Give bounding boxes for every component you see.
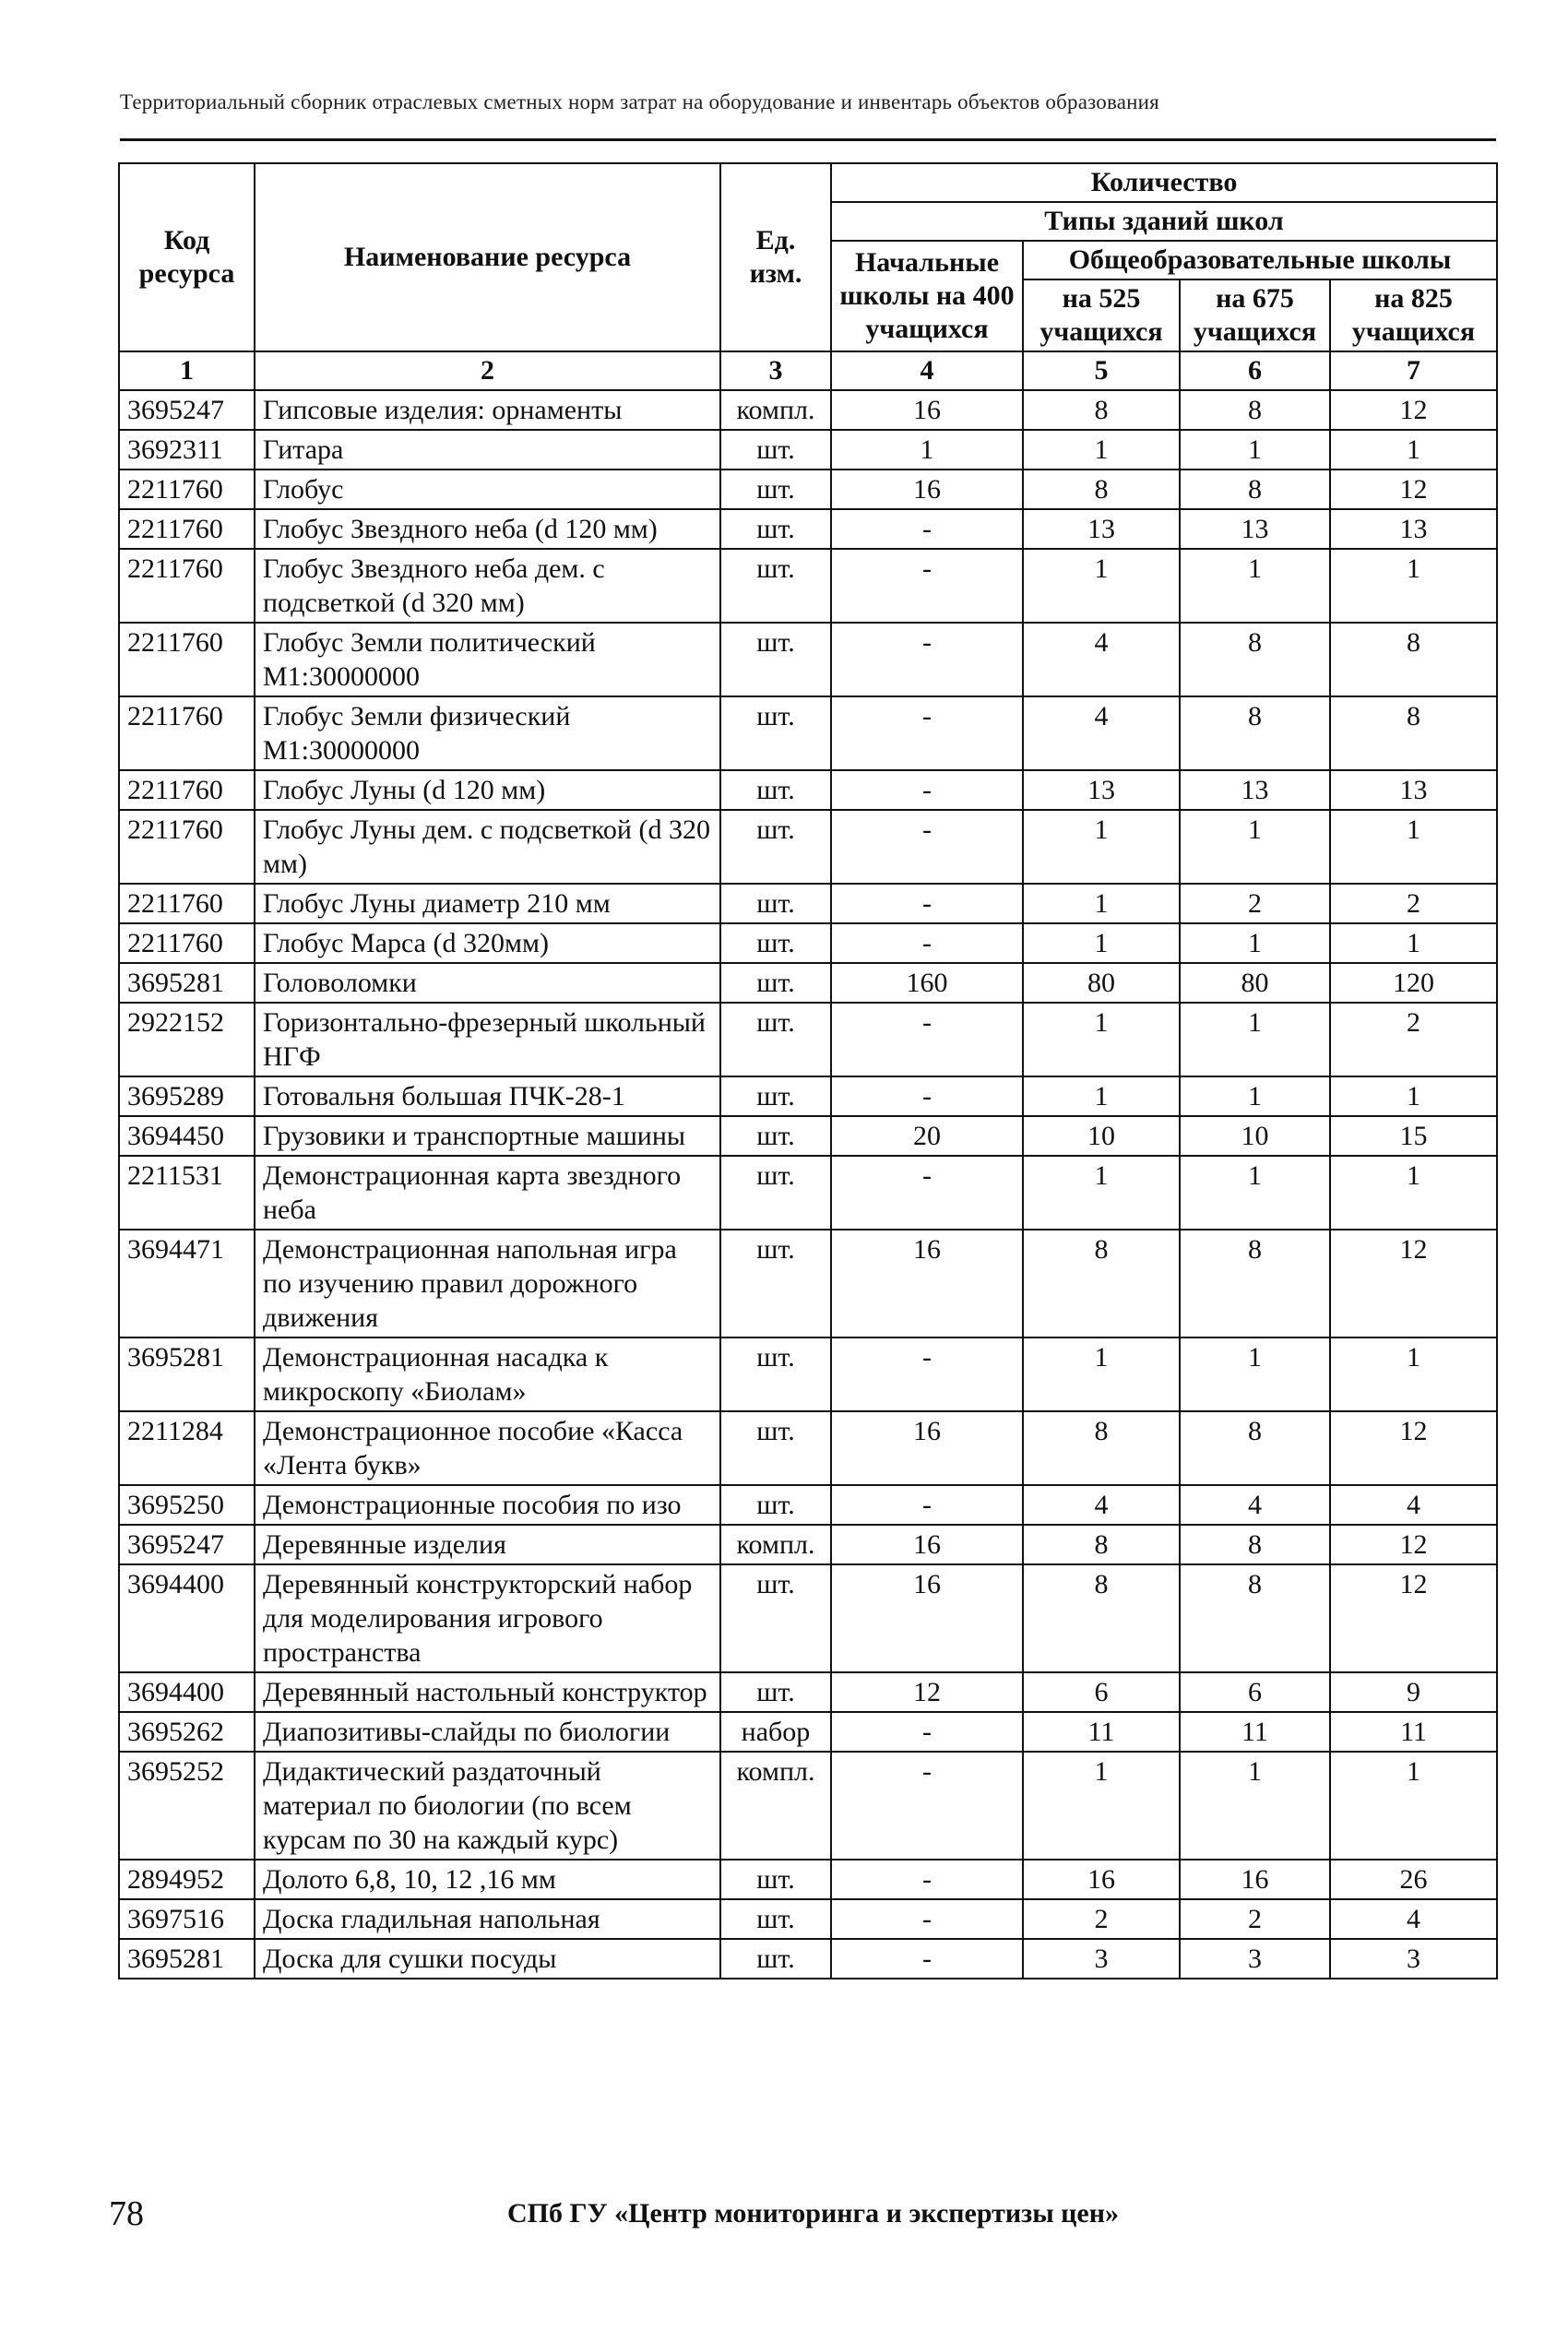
table-row xyxy=(119,1003,1497,1076)
qty-825: 1 xyxy=(1330,923,1497,963)
unit: шт. xyxy=(720,963,831,1003)
header-525: на 525 учащихся xyxy=(1023,279,1180,351)
resource-name: Долото 6,8, 10, 12 ,16 мм xyxy=(255,1860,720,1899)
qty-525: 4 xyxy=(1023,623,1180,696)
qty-primary-400: 16 xyxy=(831,1525,1023,1564)
qty-primary-400: - xyxy=(831,549,1023,623)
qty-primary-400: - xyxy=(831,1003,1023,1076)
resource-code: 3695262 xyxy=(119,1712,255,1752)
resource-name: Глобус Звездного неба дем. с подсветкой (d 320 мм) xyxy=(255,549,720,623)
table-row xyxy=(119,1230,1497,1337)
qty-525: 1 xyxy=(1023,1003,1180,1076)
column-number: 7 xyxy=(1330,351,1497,390)
resource-name: Головоломки xyxy=(255,963,720,1003)
qty-primary-400: - xyxy=(831,810,1023,884)
qty-primary-400: - xyxy=(831,1752,1023,1860)
qty-675: 2 xyxy=(1180,884,1330,923)
table-row xyxy=(119,1564,1497,1672)
qty-675: 8 xyxy=(1180,1411,1330,1485)
qty-675: 1 xyxy=(1180,1156,1330,1230)
qty-675: 1 xyxy=(1180,1003,1330,1076)
table-row xyxy=(119,1672,1497,1712)
unit: шт. xyxy=(720,430,831,470)
qty-675: 8 xyxy=(1180,1525,1330,1564)
qty-675: 8 xyxy=(1180,390,1330,430)
qty-825: 1 xyxy=(1330,1337,1497,1411)
column-number: 3 xyxy=(720,351,831,390)
resource-code: 2211531 xyxy=(119,1156,255,1230)
unit: набор xyxy=(720,1712,831,1752)
resource-code: 3695281 xyxy=(119,1939,255,1979)
qty-825: 1 xyxy=(1330,549,1497,623)
qty-primary-400: 1 xyxy=(831,430,1023,470)
qty-525: 8 xyxy=(1023,1564,1180,1672)
qty-525: 8 xyxy=(1023,470,1180,509)
resource-code: 3697516 xyxy=(119,1899,255,1939)
page-number: 78 xyxy=(109,2194,144,2233)
unit: шт. xyxy=(720,884,831,923)
unit: шт. xyxy=(720,1230,831,1337)
table-row xyxy=(119,923,1497,963)
qty-525: 1 xyxy=(1023,923,1180,963)
qty-825: 120 xyxy=(1330,963,1497,1003)
qty-825: 12 xyxy=(1330,1564,1497,1672)
unit: шт. xyxy=(720,549,831,623)
resource-code: 3695289 xyxy=(119,1076,255,1116)
qty-primary-400: - xyxy=(831,1860,1023,1899)
resource-name: Глобус Луны дем. с подсветкой (d 320 мм) xyxy=(255,810,720,884)
resource-code: 2211760 xyxy=(119,770,255,810)
qty-primary-400: 20 xyxy=(831,1116,1023,1156)
resource-code: 2211760 xyxy=(119,884,255,923)
table-row xyxy=(119,1337,1497,1411)
resource-name: Глобус Марса (d 320мм) xyxy=(255,923,720,963)
table-row xyxy=(119,430,1497,470)
qty-525: 10 xyxy=(1023,1116,1180,1156)
unit: шт. xyxy=(720,1899,831,1939)
table-row xyxy=(119,1712,1497,1752)
table-row xyxy=(119,1156,1497,1230)
column-number: 5 xyxy=(1023,351,1180,390)
resource-code: 2211760 xyxy=(119,549,255,623)
qty-675: 3 xyxy=(1180,1939,1330,1979)
qty-525: 8 xyxy=(1023,1230,1180,1337)
resource-code: 3694450 xyxy=(119,1116,255,1156)
table-row xyxy=(119,770,1497,810)
resource-code: 3695281 xyxy=(119,963,255,1003)
qty-825: 8 xyxy=(1330,623,1497,696)
qty-primary-400: 160 xyxy=(831,963,1023,1003)
unit: компл. xyxy=(720,1525,831,1564)
resource-name: Глобус Земли политический М1:30000000 xyxy=(255,623,720,696)
qty-primary-400: - xyxy=(831,1712,1023,1752)
qty-525: 8 xyxy=(1023,1525,1180,1564)
qty-525: 1 xyxy=(1023,884,1180,923)
resource-name: Глобус Земли физический М1:30000000 xyxy=(255,696,720,770)
table-row xyxy=(119,390,1497,430)
resource-name: Грузовики и транспортные машины xyxy=(255,1116,720,1156)
qty-675: 1 xyxy=(1180,1337,1330,1411)
unit: шт. xyxy=(720,1485,831,1525)
table-row xyxy=(119,623,1497,696)
qty-primary-400: - xyxy=(831,1485,1023,1525)
unit: шт. xyxy=(720,509,831,549)
qty-525: 1 xyxy=(1023,549,1180,623)
resource-code: 2211760 xyxy=(119,509,255,549)
qty-primary-400: - xyxy=(831,1939,1023,1979)
qty-825: 11 xyxy=(1330,1712,1497,1752)
qty-525: 1 xyxy=(1023,1752,1180,1860)
qty-675: 16 xyxy=(1180,1860,1330,1899)
header-rule xyxy=(120,138,1496,141)
table-row xyxy=(119,963,1497,1003)
table-row xyxy=(119,1752,1497,1860)
table-row xyxy=(119,1076,1497,1116)
table-row xyxy=(119,1899,1497,1939)
qty-primary-400: - xyxy=(831,770,1023,810)
resource-name: Диапозитивы-слайды по биологии xyxy=(255,1712,720,1752)
qty-675: 8 xyxy=(1180,623,1330,696)
qty-825: 2 xyxy=(1330,1003,1497,1076)
resource-name: Готовальня большая ПЧК-28-1 xyxy=(255,1076,720,1116)
qty-675: 13 xyxy=(1180,770,1330,810)
table-row xyxy=(119,1411,1497,1485)
unit: шт. xyxy=(720,770,831,810)
qty-525: 11 xyxy=(1023,1712,1180,1752)
unit: шт. xyxy=(720,1860,831,1899)
table-row xyxy=(119,884,1497,923)
resource-code: 2894952 xyxy=(119,1860,255,1899)
qty-primary-400: 16 xyxy=(831,1230,1023,1337)
qty-675: 1 xyxy=(1180,549,1330,623)
resource-name: Дидактический раздаточный материал по биологии (по всем курсам по 30 на каждый курс) xyxy=(255,1752,720,1860)
qty-525: 1 xyxy=(1023,1156,1180,1230)
qty-825: 9 xyxy=(1330,1672,1497,1712)
table-row xyxy=(119,1939,1497,1979)
header-quantity: Количество xyxy=(831,163,1497,202)
unit: шт. xyxy=(720,1116,831,1156)
resource-code: 3694400 xyxy=(119,1564,255,1672)
qty-primary-400: 16 xyxy=(831,390,1023,430)
resource-code: 2922152 xyxy=(119,1003,255,1076)
qty-675: 10 xyxy=(1180,1116,1330,1156)
qty-675: 1 xyxy=(1180,1752,1330,1860)
qty-primary-400: 16 xyxy=(831,1411,1023,1485)
unit: шт. xyxy=(720,923,831,963)
qty-525: 13 xyxy=(1023,770,1180,810)
qty-825: 2 xyxy=(1330,884,1497,923)
table-row xyxy=(119,810,1497,884)
resource-name: Глобус Луны (d 120 мм) xyxy=(255,770,720,810)
qty-675: 1 xyxy=(1180,430,1330,470)
resource-name: Доска гладильная напольная xyxy=(255,1899,720,1939)
table-row xyxy=(119,1116,1497,1156)
header-building-types: Типы зданий школ xyxy=(831,202,1497,241)
resource-code: 3695281 xyxy=(119,1337,255,1411)
resource-code: 3694400 xyxy=(119,1672,255,1712)
qty-525: 16 xyxy=(1023,1860,1180,1899)
qty-525: 8 xyxy=(1023,1411,1180,1485)
qty-primary-400: - xyxy=(831,1076,1023,1116)
qty-primary-400: - xyxy=(831,509,1023,549)
qty-675: 1 xyxy=(1180,810,1330,884)
table-row xyxy=(119,1525,1497,1564)
unit: компл. xyxy=(720,390,831,430)
resource-code: 2211760 xyxy=(119,470,255,509)
qty-825: 12 xyxy=(1330,1525,1497,1564)
resource-code: 3695247 xyxy=(119,390,255,430)
qty-675: 8 xyxy=(1180,696,1330,770)
header-primary-schools: Начальные школы на 400 учащихся xyxy=(831,241,1023,351)
column-number-row xyxy=(119,351,1497,390)
qty-675: 1 xyxy=(1180,923,1330,963)
qty-primary-400: 12 xyxy=(831,1672,1023,1712)
unit: шт. xyxy=(720,1156,831,1230)
qty-825: 1 xyxy=(1330,1752,1497,1860)
header-code: Код ресурса xyxy=(119,163,255,351)
table-row xyxy=(119,549,1497,623)
qty-primary-400: - xyxy=(831,1899,1023,1939)
unit: шт. xyxy=(720,1337,831,1411)
unit: компл. xyxy=(720,1752,831,1860)
qty-525: 1 xyxy=(1023,430,1180,470)
qty-825: 12 xyxy=(1330,1230,1497,1337)
qty-675: 11 xyxy=(1180,1712,1330,1752)
qty-525: 2 xyxy=(1023,1899,1180,1939)
qty-675: 80 xyxy=(1180,963,1330,1003)
qty-675: 8 xyxy=(1180,1564,1330,1672)
resource-code: 3695247 xyxy=(119,1525,255,1564)
resource-code: 2211760 xyxy=(119,810,255,884)
resource-name: Деревянные изделия xyxy=(255,1525,720,1564)
qty-825: 1 xyxy=(1330,810,1497,884)
header-name: Наименование ресурса xyxy=(255,163,720,351)
resource-name: Деревянный конструкторский набор для моделирования игрового пространства xyxy=(255,1564,720,1672)
qty-525: 4 xyxy=(1023,1485,1180,1525)
resource-name: Горизонтально-фрезерный школьный НГФ xyxy=(255,1003,720,1076)
unit: шт. xyxy=(720,1411,831,1485)
unit: шт. xyxy=(720,623,831,696)
unit: шт. xyxy=(720,1564,831,1672)
qty-525: 4 xyxy=(1023,696,1180,770)
unit: шт. xyxy=(720,1003,831,1076)
resource-code: 3694471 xyxy=(119,1230,255,1337)
resource-name: Гипсовые изделия: орнаменты xyxy=(255,390,720,430)
resource-code: 2211760 xyxy=(119,696,255,770)
qty-825: 1 xyxy=(1330,430,1497,470)
unit: шт. xyxy=(720,1672,831,1712)
resource-name: Гитара xyxy=(255,430,720,470)
resource-code: 2211760 xyxy=(119,623,255,696)
qty-675: 8 xyxy=(1180,470,1330,509)
qty-825: 13 xyxy=(1330,770,1497,810)
resource-name: Демонстрационная напольная игра по изучению правил дорожного движения xyxy=(255,1230,720,1337)
unit: шт. xyxy=(720,1939,831,1979)
running-header: Территориальный сборник отраслевых сметных норм затрат на оборудование и инвентарь объектов образования xyxy=(120,90,1159,113)
column-number: 6 xyxy=(1180,351,1330,390)
qty-825: 12 xyxy=(1330,470,1497,509)
resource-code: 2211760 xyxy=(119,923,255,963)
resource-name: Деревянный настольный конструктор xyxy=(255,1672,720,1712)
qty-primary-400: - xyxy=(831,1337,1023,1411)
resource-name: Демонстрационное пособие «Касса «Лента букв» xyxy=(255,1411,720,1485)
qty-525: 1 xyxy=(1023,1076,1180,1116)
header-825: на 825 учащихся xyxy=(1330,279,1497,351)
qty-primary-400: 16 xyxy=(831,470,1023,509)
table-row xyxy=(119,1860,1497,1899)
resource-name: Глобус Звездного неба (d 120 мм) xyxy=(255,509,720,549)
resource-code: 3692311 xyxy=(119,430,255,470)
resource-name: Доска для сушки посуды xyxy=(255,1939,720,1979)
qty-525: 1 xyxy=(1023,810,1180,884)
table-row xyxy=(119,509,1497,549)
qty-primary-400: - xyxy=(831,696,1023,770)
qty-525: 80 xyxy=(1023,963,1180,1003)
resource-name: Демонстрационная карта звездного неба xyxy=(255,1156,720,1230)
qty-675: 4 xyxy=(1180,1485,1330,1525)
qty-525: 8 xyxy=(1023,390,1180,430)
table-row xyxy=(119,470,1497,509)
qty-525: 1 xyxy=(1023,1337,1180,1411)
qty-825: 4 xyxy=(1330,1485,1497,1525)
qty-825: 12 xyxy=(1330,390,1497,430)
qty-825: 12 xyxy=(1330,1411,1497,1485)
qty-primary-400: - xyxy=(831,1156,1023,1230)
qty-525: 6 xyxy=(1023,1672,1180,1712)
table-row xyxy=(119,1485,1497,1525)
qty-825: 4 xyxy=(1330,1899,1497,1939)
resource-code: 3695252 xyxy=(119,1752,255,1860)
qty-525: 13 xyxy=(1023,509,1180,549)
publisher-footer: СПб ГУ «Центр мониторинга и экспертизы цен» xyxy=(507,2198,1120,2229)
resource-norms-table xyxy=(118,162,1498,1979)
header-unit: Ед. изм. xyxy=(720,163,831,351)
qty-825: 15 xyxy=(1330,1116,1497,1156)
table-row xyxy=(119,696,1497,770)
qty-825: 1 xyxy=(1330,1156,1497,1230)
column-number: 1 xyxy=(119,351,255,390)
qty-825: 13 xyxy=(1330,509,1497,549)
header-675: на 675 учащихся xyxy=(1180,279,1330,351)
unit: шт. xyxy=(720,696,831,770)
qty-primary-400: - xyxy=(831,623,1023,696)
qty-675: 1 xyxy=(1180,1076,1330,1116)
column-number: 4 xyxy=(831,351,1023,390)
qty-primary-400: - xyxy=(831,923,1023,963)
qty-825: 3 xyxy=(1330,1939,1497,1979)
qty-primary-400: 16 xyxy=(831,1564,1023,1672)
resource-code: 3695250 xyxy=(119,1485,255,1525)
qty-825: 1 xyxy=(1330,1076,1497,1116)
qty-675: 2 xyxy=(1180,1899,1330,1939)
qty-primary-400: - xyxy=(831,884,1023,923)
qty-675: 6 xyxy=(1180,1672,1330,1712)
qty-675: 8 xyxy=(1180,1230,1330,1337)
unit: шт. xyxy=(720,470,831,509)
qty-675: 13 xyxy=(1180,509,1330,549)
header-general-schools: Общеобразовательные школы xyxy=(1023,241,1497,279)
resource-name: Глобус xyxy=(255,470,720,509)
unit: шт. xyxy=(720,1076,831,1116)
resource-name: Демонстрационная насадка к микроскопу «Биолам» xyxy=(255,1337,720,1411)
qty-825: 8 xyxy=(1330,696,1497,770)
column-number: 2 xyxy=(255,351,720,390)
qty-825: 26 xyxy=(1330,1860,1497,1899)
unit: шт. xyxy=(720,810,831,884)
resource-name: Демонстрационные пособия по изо xyxy=(255,1485,720,1525)
resource-code: 2211284 xyxy=(119,1411,255,1485)
qty-525: 3 xyxy=(1023,1939,1180,1979)
resource-name: Глобус Луны диаметр 210 мм xyxy=(255,884,720,923)
